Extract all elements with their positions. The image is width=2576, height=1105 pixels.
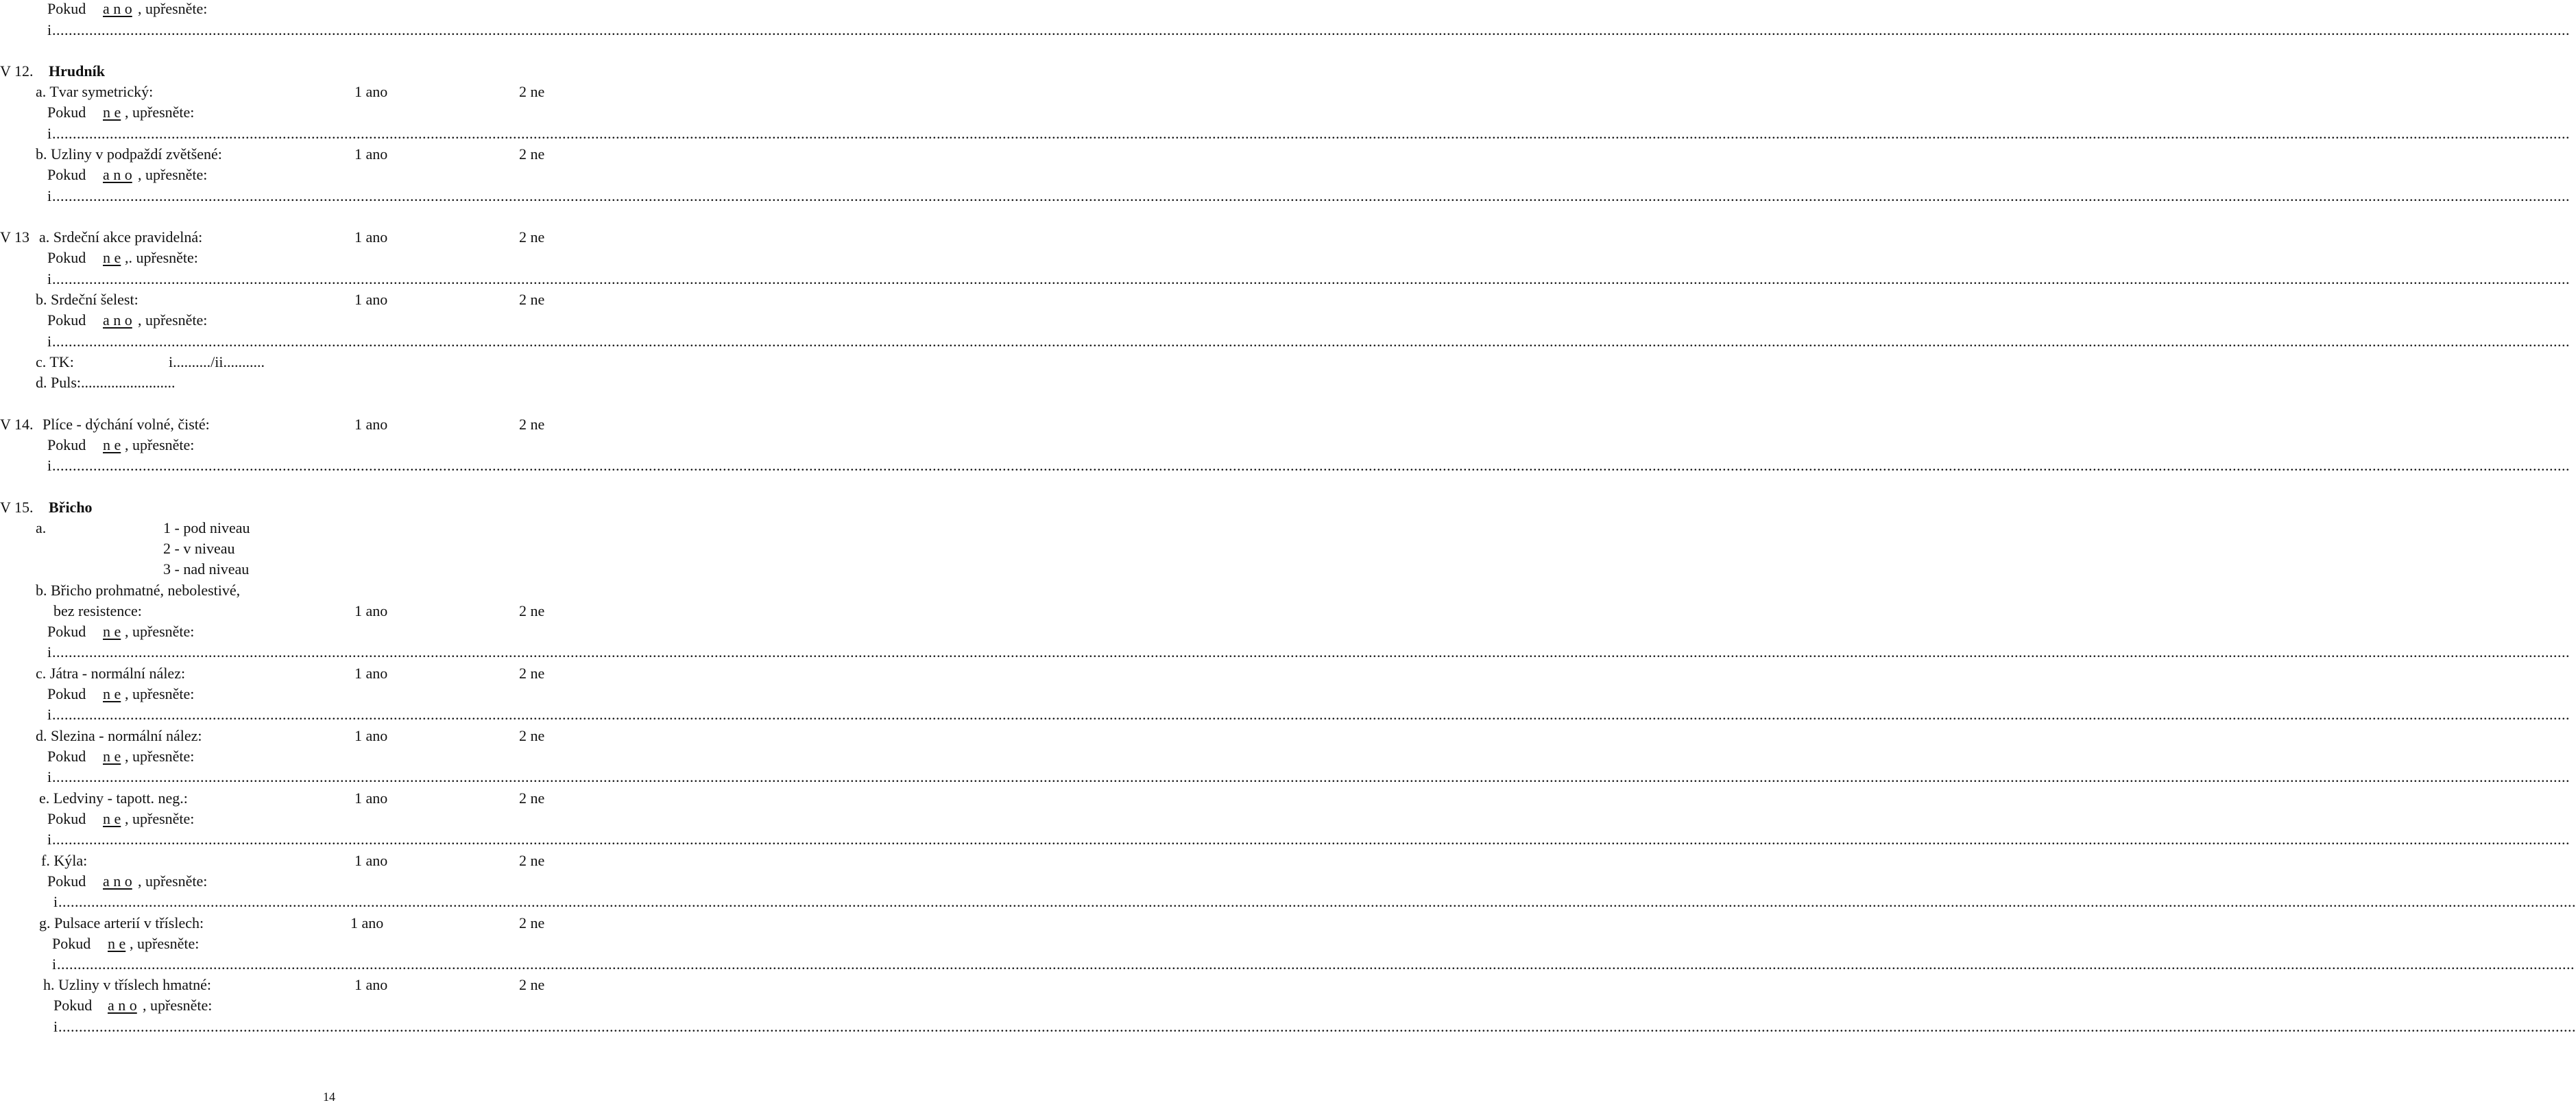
- pokud-ne-line: Pokud n e , upřesněte:: [47, 748, 195, 765]
- pokud-ne-line: Pokud n e , upřesněte:: [52, 935, 200, 952]
- pokud-ano-line: Pokud a n o , upřesněte:: [53, 997, 213, 1014]
- ano-underlined: a n o: [103, 0, 132, 17]
- pokud-ne-line: Pokud n e , upřesněte:: [47, 436, 195, 453]
- dotted-answer-line: i ....................................................................................................................................................................................................................................................................................................................................................................................................................................................................................................................................................................................................................................: [47, 21, 2570, 38]
- option-ne: 2 ne: [519, 83, 545, 100]
- v13d-puls: d. Puls:.........................: [36, 374, 176, 391]
- option-ano: 1 ano: [354, 976, 388, 993]
- v15b-question-2: bez resistence: 1 ano 2 ne: [0, 600, 658, 621]
- option-ne: 2 ne: [519, 665, 545, 682]
- v13a-question: V 13 a. Srdeční akce pravidelná: 1 ano 2 ne: [0, 226, 658, 248]
- dotted-answer-line: i ....................................................................................................................................................................................................................................................................................................................................................................................................................................................................................................................................................................................................................................: [47, 768, 2570, 785]
- v15h-question: h. Uzliny v tříslech hmatné: 1 ano 2 ne: [0, 974, 658, 995]
- v13b-question: b. Srdeční šelest: 1 ano 2 ne: [0, 289, 658, 310]
- v15c-question: c. Játra - normální nález: 1 ano 2 ne: [0, 663, 658, 684]
- v15-heading: [0, 497, 658, 518]
- option-ne: 2 ne: [519, 727, 545, 744]
- option-ne: 2 ne: [519, 914, 545, 931]
- option-ne: 2 ne: [519, 602, 545, 619]
- option-ano: 1 ano: [354, 852, 388, 869]
- pokud-ne-line: Pokud n e , upřesněte:: [47, 685, 195, 702]
- v15f-question: f. Kýla: 1 ano 2 ne: [0, 850, 658, 871]
- v15-number: V 15.: [0, 499, 34, 516]
- pokud-ne-line: Pokud n e , upřesněte:: [47, 623, 195, 640]
- v14-question: V 14. Plíce - dýchání volné, čisté: 1 ano 2 ne: [0, 414, 658, 435]
- pokud-ne-line: Pokud n e , upřesněte:: [47, 104, 195, 121]
- pokud-ne-line: Pokud n e , upřesněte:: [47, 810, 195, 827]
- option-ne: 2 ne: [519, 145, 545, 163]
- v15g-question: g. Pulsace arterií v tříslech: 1 ano 2 ne: [0, 912, 658, 934]
- option-ne: 2 ne: [519, 416, 545, 433]
- option-ano: 1 ano: [354, 602, 388, 619]
- dotted-answer-line: i ....................................................................................................................................................................................................................................................................................................................................................................................................................................................................................................................................................................................................................................: [47, 125, 2570, 142]
- page-number: 14: [323, 1090, 335, 1104]
- dotted-answer-line: i ....................................................................................................................................................................................................................................................................................................................................................................................................................................................................................................................................................................................................................................: [47, 643, 2570, 661]
- pokud-ano-line: Pokud a n o , upřesněte:: [47, 166, 208, 183]
- v15d-question: d. Slezina - normální nález: 1 ano 2 ne: [0, 725, 658, 746]
- pokud-label: Pokud: [47, 0, 86, 17]
- upresnete-label: , upřesněte:: [138, 0, 208, 17]
- option-ano: 1 ano: [354, 727, 388, 744]
- v12-number: V 12.: [0, 62, 34, 80]
- option-ano: 1 ano: [354, 83, 388, 100]
- dotted-answer-line: i ....................................................................................................................................................................................................................................................................................................................................................................................................................................................................................................................................................................................................................................: [53, 893, 2576, 910]
- v15a-option-2: 2 - v niveau: [163, 540, 235, 557]
- option-ano: 1 ano: [354, 665, 388, 682]
- option-ne: 2 ne: [519, 291, 545, 308]
- option-ne: 2 ne: [519, 852, 545, 869]
- v12b-question: b. Uzliny v podpaždí zvětšené: 1 ano 2 ne: [0, 143, 658, 165]
- option-ano: 1 ano: [354, 416, 388, 433]
- option-ne: 2 ne: [519, 228, 545, 246]
- dotted-answer-line: i ....................................................................................................................................................................................................................................................................................................................................................................................................................................................................................................................................................................................................................................: [47, 333, 2570, 350]
- v12a-question: a. Tvar symetrický: 1 ano 2 ne: [0, 81, 658, 102]
- v15e-question: e. Ledviny - tapott. neg.: 1 ano 2 ne: [0, 787, 658, 809]
- option-ano: 1 ano: [354, 228, 388, 246]
- dotted-answer-line: i ....................................................................................................................................................................................................................................................................................................................................................................................................................................................................................................................................................................................................................................: [47, 187, 2570, 204]
- pokud-ano-line: [0, 0, 658, 19]
- dotted-answer-line: i ....................................................................................................................................................................................................................................................................................................................................................................................................................................................................................................................................................................................................................................: [47, 270, 2570, 287]
- option-ano: 1 ano: [354, 291, 388, 308]
- v13c-tk: c. TK: i........../ii...........: [0, 351, 658, 372]
- pokud-ne-line: Pokud n e ,. upřesněte:: [47, 249, 198, 266]
- option-ano: 1 ano: [354, 145, 388, 163]
- v14-number: V 14.: [0, 416, 34, 433]
- pokud-ano-line: Pokud a n o , upřesněte:: [47, 872, 208, 890]
- v15-title: Břicho: [49, 499, 93, 516]
- pokud-ano-line: Pokud a n o , upřesněte:: [47, 311, 208, 329]
- dotted-answer-line: i ....................................................................................................................................................................................................................................................................................................................................................................................................................................................................................................................................................................................................................................: [47, 831, 2570, 848]
- option-ano: 1 ano: [354, 789, 388, 807]
- niveau-option-1: 1 - pod niveau: [163, 519, 250, 536]
- dotted-answer-line: i ....................................................................................................................................................................................................................................................................................................................................................................................................................................................................................................................................................................................................................................: [52, 955, 2575, 973]
- dotted-answer-line: i ....................................................................................................................................................................................................................................................................................................................................................................................................................................................................................................................................................................................................................................: [47, 457, 2570, 474]
- option-ne: 2 ne: [519, 976, 545, 993]
- option-ne: 2 ne: [519, 789, 545, 807]
- v13-number: V 13: [0, 228, 29, 246]
- dotted-answer-line: i ....................................................................................................................................................................................................................................................................................................................................................................................................................................................................................................................................................................................................................................: [47, 706, 2570, 723]
- v15a-line: a. 1 - pod niveau: [0, 517, 658, 538]
- option-ano: 1 ano: [350, 914, 384, 931]
- tk-value: i........../ii...........: [169, 353, 265, 370]
- v12-heading: [0, 60, 658, 82]
- dotted-answer-line: i ....................................................................................................................................................................................................................................................................................................................................................................................................................................................................................................................................................................................................................................: [53, 1018, 2576, 1035]
- v15b-question: b. Břicho prohmatné, nebolestivé,: [36, 582, 241, 599]
- v15a-option-3: 3 - nad niveau: [163, 560, 250, 578]
- v12-title: Hrudník: [49, 62, 105, 80]
